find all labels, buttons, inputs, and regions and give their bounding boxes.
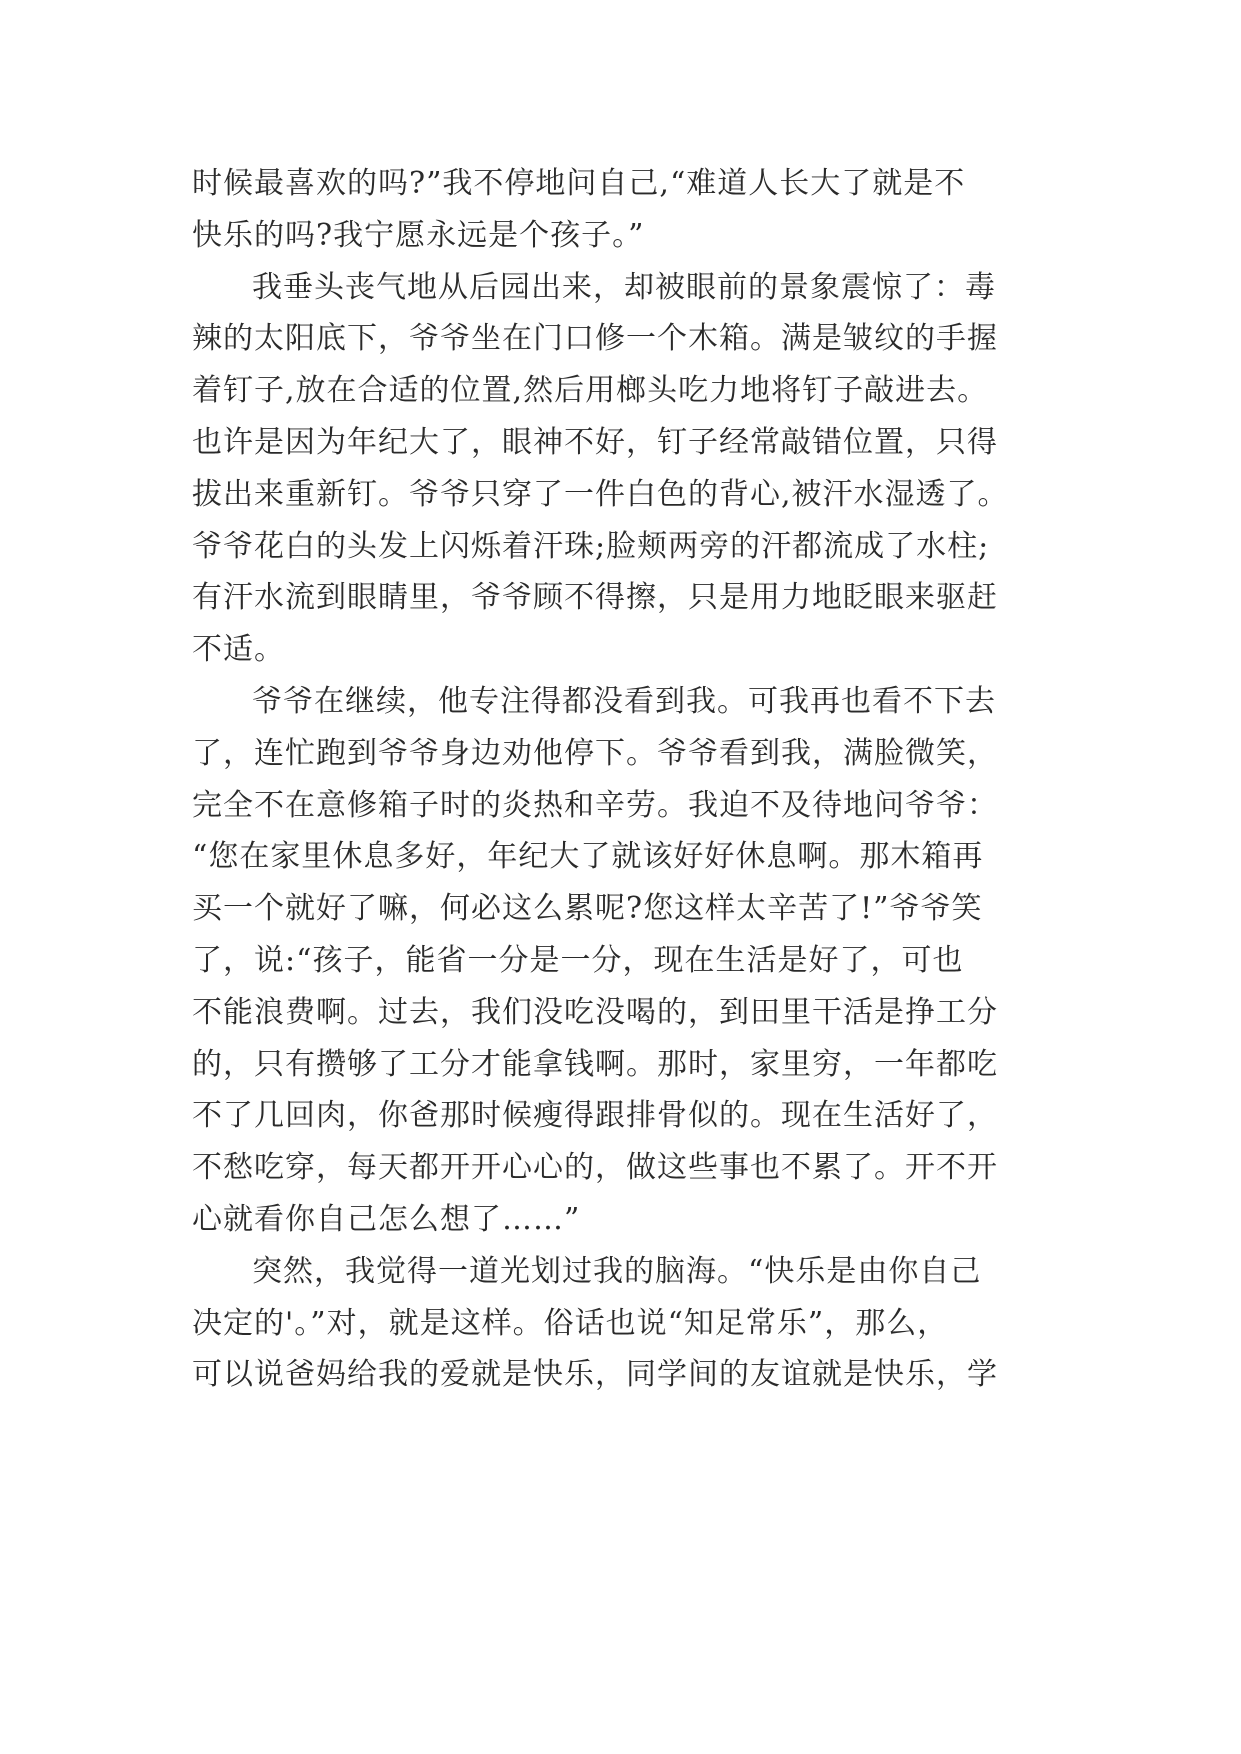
text-line: 拔出来重新钉。爷爷只穿了一件白色的背心,被汗水湿透了。 <box>192 476 1009 512</box>
paragraph-4 <box>192 1246 1052 1401</box>
text-line: 时候最喜欢的吗?”我不停地问自己,“难道人长大了就是不 <box>192 166 966 201</box>
text-line: 不能浪费啊。过去，我们没吃没喝的，到田里干活是挣工分 <box>192 994 998 1030</box>
text-line: 了，连忙跑到爷爷身边劝他停下。爷爷看到我，满脸微笑， <box>192 735 998 771</box>
text-line: 爷爷在继续，他专注得都没看到我。可我再也看不下去 <box>252 683 996 719</box>
text-line: 辣的太阳底下，爷爷坐在门口修一个木箱。满是皱纹的手握 <box>192 321 998 357</box>
text-line: 的，只有攒够了工分才能拿钱啊。那时，家里穷，一年都吃 <box>192 1046 998 1082</box>
text-line: 可以说爸妈给我的爱就是快乐，同学间的友谊就是快乐，学 <box>192 1357 998 1393</box>
text-line: 完全不在意修箱子时的炎热和辛劳。我迫不及待地问爷爷： <box>192 787 998 823</box>
text-line: 不了几回肉，你爸那时候瘦得跟排骨似的。现在生活好了， <box>192 1098 998 1134</box>
text-line: 了，说:“孩子，能省一分是一分，现在生活是好了，可也 <box>192 942 964 978</box>
text-line: 突然，我觉得一道光划过我的脑海。“快乐是由你自己 <box>252 1253 982 1289</box>
text-line: 不适。 <box>192 632 285 668</box>
paragraph-2 <box>192 262 1052 676</box>
text-line: 决定的'。”对，就是这样。俗话也说“知足常乐”，那么， <box>192 1305 949 1341</box>
text-line: 爷爷花白的头发上闪烁着汗珠;脸颊两旁的汗都流成了水柱; <box>192 528 990 564</box>
body-text <box>192 158 1052 1401</box>
text-line: 心就看你自己怎么想了……” <box>192 1201 581 1237</box>
text-line: 我垂头丧气地从后园出来，却被眼前的景象震惊了：毒 <box>252 269 996 305</box>
text-line: 快乐的吗?我宁愿永远是个孩子。” <box>192 217 645 253</box>
text-line: 也许是因为年纪大了，眼神不好，钉子经常敲错位置，只得 <box>192 424 998 460</box>
text-line: 着钉子,放在合适的位置,然后用榔头吃力地将钉子敲进去。 <box>192 373 989 409</box>
paragraph-1 <box>192 158 1052 262</box>
text-line: “您在家里休息多好，年纪大了就该好好休息啊。那木箱再 <box>192 839 984 875</box>
paragraph-3 <box>192 676 1052 1246</box>
text-line: 有汗水流到眼睛里，爷爷顾不得擦，只是用力地眨眼来驱赶 <box>192 580 998 616</box>
text-line: 不愁吃穿，每天都开开心心的，做这些事也不累了。开不开 <box>192 1150 998 1186</box>
text-line: 买一个就好了嘛，何必这么累呢?您这样太辛苦了!”爷爷笑 <box>192 891 983 927</box>
